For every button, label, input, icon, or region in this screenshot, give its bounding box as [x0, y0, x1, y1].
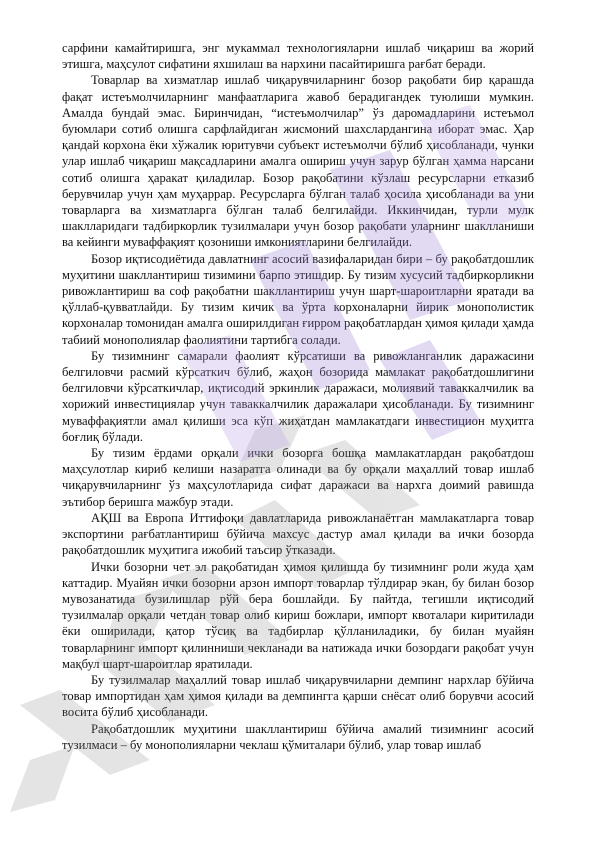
paragraph-2: Товарлар ва хизматлар ишлаб чиқарувчиларнинг бозор рақобати бир қарашда фақат истеъмолчиларнинг манфаатларига жавоб берадигандек туюлиши мумкин. Амалда бундай эмас. Биринчидан, “истеъмолчилар” ўз даромадларини истеъмол буюмлари сотиб олишга сарфлайдиган жисмоний шахслардангина иборат эмас. Ҳар қандай корхона ёки хўжалик юритувчи субъект истеъмолчи бўлиб ҳисобланади, чунки улар ишлаб чиқариш мақсадларини амалга ошириш учун зарур бўлган ҳамма нарсани сотиб олишга ҳаракат қиладилар. Бозор рақобатини кўзлаш ресурсларни етказиб берувчилар учун ҳам муҳаррар. Ресурсларга бўлган талаб ҳосила ҳисобланади ва уни товарларга ва хизматларга бўлган талаб белгилайди. Иккинчидан, турли мулк шаклларидаги тадбиркорлик тузилмалари учун бозор рақобати уларнинг шаклланиши ва кейинги муваффақият қозониши имкониятларини белгилайди.	[62, 73, 534, 250]
paragraph-3: Бозор иқтисодиётида давлатнинг асосий вазифаларидан бири – бу рақобатдошлик муҳитини шакллантириш тизимини барпо этишдир. Бу тизим хусусий тадбиркорликни ривожлантириш ва соф рақобатни шакллантириш учун шарт-шароитларни яратади ва қўллаб-қувватлайди. Бу тизим кичик ва ўрта корхоналарни йирик монополистик корхоналар томонидан амалга оширилдиган ғирром рақобатлардан ҳимоя қилади ҳамда табиий монополиялар фаолиятини тартибга солади.	[62, 251, 534, 347]
body-text	[62, 40, 534, 753]
paragraph-5: Бу тизим ёрдами орқали ички бозорга бошқа мамлакатлардан рақобатдош маҳсулотлар кириб келиши назаратга олинади ва бу орқали маҳаллий товар ишлаб чиқарувчиларнинг ўз маҳсулотларида сифат даражаси ва нархга доимий равишда эътибор беришга мажбур этади.	[62, 446, 534, 509]
paragraph-6: АҚШ ва Европа Иттифоқи давлатларида ривожланаётган мамлакатларга товар экспортини рағбатлантириш бўйича махсус дастур амал қилади ва ички бозорда рақобатдошлик муҳитига ижобий таъсир ўтказади.	[62, 510, 534, 558]
paragraph-7: Ички бозорни чет эл рақобатидан ҳимоя қилишда бу тизимнинг роли жуда ҳам каттадир. Муайян ички бозорни арзон импорт товарлар тўлдирар экан, бу билан бозор мувозанатида бузилишлар рўй бера бошлайди. Бу пайтда, тегишли иқтисодий тузилмалар орқали четдан товар олиб кириш божлари, импорт квоталари киритилади ёки оширилади, қатор тўсиқ ва тадбирлар қўлланиладики, бу билан муайян товарларнинг импорт қилинниши чекланади ва натижада ички бозордаги рақобат учун мақбул шарт-шароитлар яратилади.	[62, 559, 534, 671]
paragraph-8: Бу тузилмалар маҳаллий товар ишлаб чиқарувчиларни демпинг нархлар бўйича товар импортидан ҳам ҳимоя қилади ва демпингга қарши снёсат олиб борувчи асосий восита бўлиб ҳисобланади.	[62, 672, 534, 720]
paragraph-1: сарфини камайтиришга, энг мукаммал технологияларни ишлаб чиқариш ва жорий этишга, маҳсулот сифатини яхшилаш ва нархини пасайтиришга рағбат беради.	[62, 41, 534, 72]
paragraph-9: Рақобатдошлик муҳитини шакллантириш бўйича амалий тизимнинг асосий тузилмаси – бу монополияларни чеклаш қўмиталари бўлиб, улар товар ишлаб	[62, 721, 534, 752]
paragraph-4: Бу тизимнинг самарали фаолият кўрсатиши ва ривожланганлик даражасини белгиловчи расмий кўрсаткич бўлиб, жаҳон бозорида мамлакат рақобатдошлигини белгиловчи кўрсаткичлар, иқтисодий эркинлик даражаси, молиявий таваккалчилик ва хорижий инвестициялар учун таваккалчилик даражалари ҳисобланади. Бу тизимнинг муваффақиятли амал қилиши эса кўп жиҳатдан мамлакатдаги инвестицион муҳитга боғлиқ бўлади.	[62, 348, 534, 444]
